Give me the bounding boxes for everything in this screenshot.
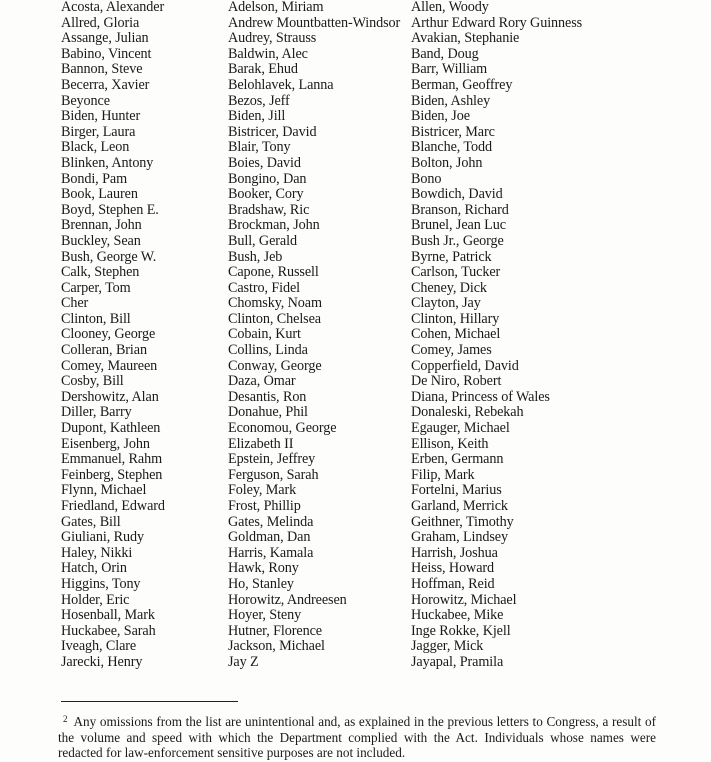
name-entry: Hutner, Florence: [228, 622, 322, 639]
name-entry: Dershowitz, Alan: [61, 388, 159, 405]
name-entry: Biden, Ashley: [411, 92, 491, 109]
name-entry: Jarecki, Henry: [61, 653, 143, 670]
name-entry: Goldman, Dan: [228, 529, 311, 546]
name-entry: Gates, Bill: [61, 513, 121, 530]
name-entry: Copperfield, David: [411, 357, 519, 374]
name-entry: Cohen, Michael: [411, 326, 501, 343]
name-entry: Emmanuel, Rahm: [61, 451, 163, 468]
name-entry: De Niro, Robert: [411, 373, 502, 390]
name-entry: Bolton, John: [411, 154, 483, 171]
name-entry: Calk, Stephen: [61, 264, 140, 281]
name-entry: Ho, Stanley: [228, 575, 294, 592]
name-entry: Birger, Laura: [61, 123, 136, 140]
name-entry: Booker, Cory: [228, 186, 304, 203]
name-entry: Clooney, George: [61, 326, 156, 343]
name-entry: Baldwin, Alec: [228, 45, 308, 62]
name-entry: Bistricer, Marc: [411, 123, 495, 140]
name-entry: Haley, Nikki: [61, 544, 133, 561]
name-entry: Comey, Maureen: [61, 357, 158, 374]
names-column-3: [411, 0, 582, 671]
name-entry: Bistricer, David: [228, 123, 317, 140]
name-entry: Bono: [411, 170, 442, 187]
name-entry: Brennan, John: [61, 217, 142, 234]
name-entry: Inge Rokke, Kjell: [411, 622, 511, 639]
name-entry: Jayapal, Pramila: [411, 653, 504, 670]
name-entry: Garland, Merrick: [411, 498, 508, 514]
name-entry: Daza, Omar: [228, 373, 296, 390]
name-entry: Elizabeth II: [228, 435, 294, 452]
name-entry: Friedland, Edward: [61, 498, 165, 514]
name-entry: Bush Jr., George: [411, 232, 504, 249]
name-entry: Brockman, John: [228, 217, 320, 234]
name-entry: Ferguson, Sarah: [228, 466, 319, 483]
name-entry: Belohlavek, Lanna: [228, 76, 334, 93]
name-entry: Hosenball, Mark: [61, 607, 155, 624]
name-entry: Allen, Woody: [411, 0, 489, 15]
name-entry: Bull, Gerald: [228, 232, 297, 249]
name-entry: Erben, Germann: [411, 451, 504, 468]
name-entry: Conway, George: [228, 357, 322, 374]
name-entry: Clayton, Jay: [411, 295, 481, 312]
name-entry: Frost, Phillip: [228, 498, 301, 514]
name-entry: Audrey, Strauss: [228, 30, 317, 47]
name-entry: Chomsky, Noam: [228, 295, 322, 312]
name-entry: Huckabee, Mike: [411, 607, 504, 624]
name-entry: Barak, Ehud: [228, 61, 298, 78]
name-entry: Clinton, Chelsea: [228, 310, 321, 327]
name-entry: Acosta, Alexander: [61, 0, 165, 15]
name-entry: Berman, Geoffrey: [411, 76, 513, 93]
name-entry: Diana, Princess of Wales: [411, 388, 550, 405]
name-entry: Holder, Eric: [61, 591, 130, 608]
name-entry: Byrne, Patrick: [411, 248, 492, 265]
name-entry: Harris, Kamala: [228, 544, 314, 561]
name-entry: Collins, Linda: [228, 342, 308, 359]
footnote: [58, 712, 656, 761]
name-entry: Bush, George W.: [61, 248, 157, 265]
name-entry: Diller, Barry: [61, 404, 132, 421]
name-entry: Economou, George: [228, 420, 337, 437]
name-entry: Avakian, Stephanie: [411, 30, 520, 47]
name-entry: Adelson, Miriam: [228, 0, 324, 15]
name-entry: Eisenberg, John: [61, 435, 150, 452]
name-entry: Buckley, Sean: [61, 232, 141, 249]
name-entry: Blair, Tony: [228, 139, 291, 156]
name-entry: Bradshaw, Ric: [228, 201, 310, 218]
name-entry: Assange, Julian: [61, 30, 149, 47]
name-entry: Biden, Jill: [228, 108, 286, 125]
name-entry: Comey, James: [411, 342, 492, 359]
name-entry: Flynn, Michael: [61, 482, 147, 499]
name-entry: Foley, Mark: [228, 482, 297, 499]
name-entry: Giuliani, Rudy: [61, 529, 144, 546]
name-entry: Colleran, Brian: [61, 342, 147, 359]
name-entry: Donaleski, Rebekah: [411, 404, 524, 421]
name-entry: Epstein, Jeffrey: [228, 451, 316, 468]
name-entry: Babino, Vincent: [61, 45, 152, 62]
name-entry: Cher: [61, 295, 89, 312]
name-entry: Bezos, Jeff: [228, 92, 290, 109]
name-entry: Jackson, Michael: [228, 638, 325, 655]
name-entry: Higgins, Tony: [61, 575, 141, 592]
name-entry: Heiss, Howard: [411, 560, 495, 577]
name-entry: Cosby, Bill: [61, 373, 124, 390]
name-entry: Gates, Melinda: [228, 513, 314, 530]
name-entry: Huckabee, Sarah: [61, 622, 156, 639]
name-entry: Geithner, Timothy: [411, 513, 514, 530]
name-entry: Cheney, Dick: [411, 279, 487, 296]
name-entry: Hoyer, Steny: [228, 607, 302, 624]
name-entry: Donahue, Phil: [228, 404, 308, 421]
name-entry: Bannon, Steve: [61, 61, 143, 78]
name-entry: Black, Leon: [61, 139, 130, 156]
name-entry: Feinberg, Stephen: [61, 466, 163, 483]
footnote-text: Any omissions from the list are unintentional and, as explained in the previous letters to Congress, a result of the volume and speed with which the Department complied with the Act. Individuals whose names were redacted for law-enforcement sensitive purposes are not included.: [58, 714, 656, 761]
name-entry: Branson, Richard: [411, 201, 509, 218]
name-entry: Hawk, Rony: [228, 560, 299, 577]
name-entry: Becerra, Xavier: [61, 76, 150, 93]
name-entry: Allred, Gloria: [61, 14, 140, 31]
name-entry: Dupont, Kathleen: [61, 420, 161, 437]
name-entry: Hoffman, Reid: [411, 575, 495, 592]
name-entry: Boies, David: [228, 154, 301, 171]
name-entry: Cobain, Kurt: [228, 326, 301, 343]
name-entry: Barr, William: [411, 61, 488, 78]
name-entry: Iveagh, Clare: [61, 638, 137, 655]
name-entry: Castro, Fidel: [228, 279, 300, 296]
name-entry: Hatch, Orin: [61, 560, 127, 577]
footnote-divider: [61, 701, 238, 702]
name-entry: Desantis, Ron: [228, 388, 307, 405]
name-entry: Harrish, Joshua: [411, 544, 498, 561]
name-entry: Biden, Hunter: [61, 108, 141, 125]
name-entry: Egauger, Michael: [411, 420, 510, 437]
names-column-1: [61, 0, 165, 671]
name-entry: Boyd, Stephen E.: [61, 201, 159, 218]
name-entry: Clinton, Bill: [61, 310, 131, 327]
name-entry: Bongino, Dan: [228, 170, 307, 187]
name-entry: Brunel, Jean Luc: [411, 217, 506, 234]
name-entry: Horowitz, Andreesen: [228, 591, 347, 608]
name-entry: Carlson, Tucker: [411, 264, 501, 281]
name-entry: Bush, Jeb: [228, 248, 283, 265]
name-entry: Biden, Joe: [411, 108, 470, 125]
name-entry: Jagger, Mick: [411, 638, 484, 655]
name-entry: Filip, Mark: [411, 466, 475, 483]
name-entry: Jay Z: [228, 653, 259, 670]
name-entry: Beyonce: [61, 92, 110, 109]
name-entry: Capone, Russell: [228, 264, 319, 281]
names-column-2: [228, 0, 400, 671]
name-entry: Blinken, Antony: [61, 154, 154, 171]
name-entry: Bowdich, David: [411, 186, 503, 203]
name-entry: Clinton, Hillary: [411, 310, 500, 327]
name-entry: Carper, Tom: [61, 279, 131, 296]
name-entry: Bondi, Pam: [61, 170, 128, 187]
name-entry: Graham, Lindsey: [411, 529, 508, 546]
name-entry: Arthur Edward Rory Guinness: [411, 14, 583, 31]
footnote-marker: 2: [63, 714, 68, 724]
name-entry: Band, Doug: [411, 45, 479, 62]
name-entry: Book, Lauren: [61, 186, 138, 203]
name-entry: Andrew Mountbatten-Windsor: [228, 14, 401, 31]
name-entry: Horowitz, Michael: [411, 591, 517, 608]
name-entry: Fortelni, Marius: [411, 482, 502, 499]
name-entry: Blanche, Todd: [411, 139, 492, 156]
name-entry: Ellison, Keith: [411, 435, 489, 452]
